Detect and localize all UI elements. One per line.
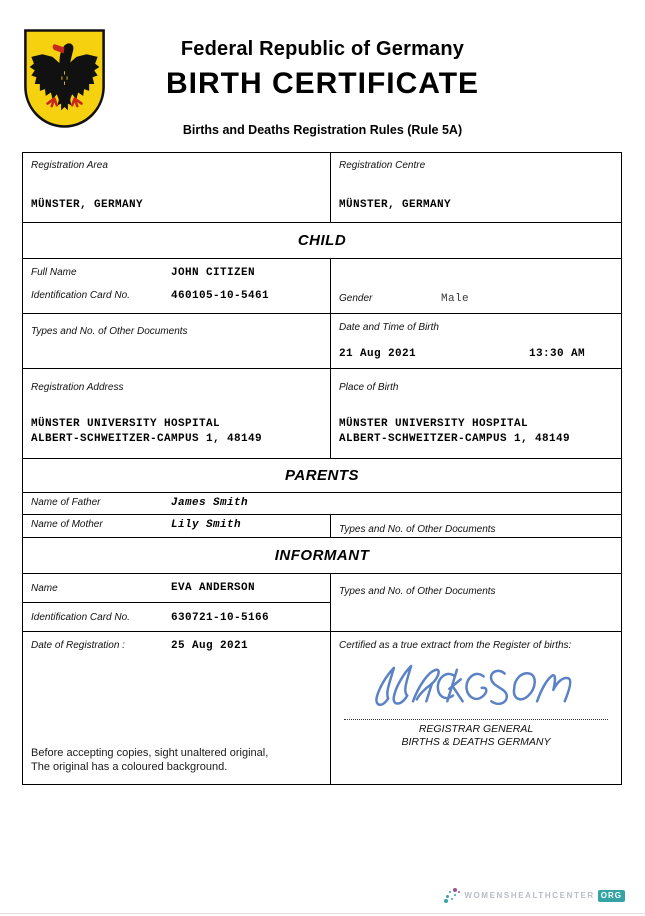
registration-area-cell — [23, 153, 331, 222]
signature-dotted-line — [344, 719, 607, 720]
certification-row — [23, 632, 621, 784]
registrar-title-line2: BIRTHS & DEATHS GERMANY — [401, 736, 551, 748]
place-of-birth-line1: MÜNSTER UNIVERSITY HOSPITAL — [339, 418, 529, 430]
mother-value: Lily Smith — [171, 519, 242, 531]
place-of-birth-line2: ALBERT-SCHWEITZER-CAMPUS 1, 48149 — [339, 433, 571, 445]
registration-area-value: MÜNSTER, GERMANY — [31, 199, 144, 211]
informant-name-label: Name — [31, 582, 58, 594]
father-label: Name of Father — [31, 497, 101, 508]
rules-subtitle: Births and Deaths Registration Rules (Rule 5A) — [182, 123, 463, 137]
document-header — [0, 38, 645, 137]
document-title: BIRTH CERTIFICATE — [165, 67, 480, 100]
informant-section-header: INFORMANT — [23, 538, 621, 574]
parents-section-header: PARENTS — [23, 459, 621, 493]
father-row — [23, 493, 621, 515]
parents-other-docs-cell — [331, 515, 621, 537]
child-other-docs-cell — [23, 314, 331, 368]
dob-time-value: 13:30 AM — [529, 348, 586, 360]
child-section-header: CHILD — [23, 223, 621, 259]
place-of-birth-label: Place of Birth — [339, 382, 399, 393]
date-of-birth-cell — [331, 314, 621, 368]
mother-cell — [23, 515, 331, 537]
copy-warning-line1: Before accepting copies, sight unaltered original, — [31, 747, 269, 759]
gender-cell — [331, 259, 621, 313]
registration-address-line2: ALBERT-SCHWEITZER-CAMPUS 1, 48149 — [31, 433, 263, 445]
father-cell — [23, 493, 621, 514]
country-title: Federal Republic of Germany — [180, 38, 465, 60]
informant-name-id-cell — [23, 574, 331, 631]
child-docs-dob-row — [23, 314, 621, 369]
address-row — [23, 369, 621, 459]
full-name-label: Full Name — [31, 267, 77, 278]
date-of-registration-value: 25 Aug 2021 — [171, 640, 249, 652]
registrar-title-line1: REGISTRAR GENERAL — [418, 723, 534, 735]
child-id-label: Identification Card No. — [31, 290, 130, 301]
gender-label: Gender — [339, 293, 373, 304]
informant-name-value: EVA ANDERSON — [171, 582, 256, 594]
copy-warning-note — [31, 746, 322, 774]
registration-row — [23, 153, 621, 223]
place-of-birth-cell — [331, 369, 621, 458]
registration-centre-value: MÜNSTER, GERMANY — [339, 199, 452, 211]
certified-extract-label: Certified as a true extract from the Register of births: — [339, 640, 572, 651]
gender-value: Male — [441, 293, 470, 305]
mother-row — [23, 515, 621, 538]
child-id-value: 460105-10-5461 — [171, 290, 270, 302]
date-of-registration-cell — [23, 632, 331, 784]
site-watermark — [444, 888, 625, 903]
sparkle-logo-icon — [444, 888, 461, 903]
informant-row — [23, 574, 621, 632]
informant-id-value: 630721-10-5166 — [171, 611, 270, 624]
registration-centre-cell — [331, 153, 621, 222]
page-bottom-edge — [0, 913, 645, 914]
informant-other-docs-cell — [331, 574, 621, 631]
certificate-table — [22, 152, 622, 785]
registration-address-cell — [23, 369, 331, 458]
date-of-registration-label: Date of Registration : — [31, 640, 125, 651]
site-tld-badge: ORG — [598, 890, 625, 902]
child-name-row — [23, 259, 621, 314]
registration-address-line1: MÜNSTER UNIVERSITY HOSPITAL — [31, 418, 221, 430]
full-name-value: JOHN CITIZEN — [171, 267, 256, 279]
registration-area-label: Registration Area — [31, 160, 108, 171]
informant-other-docs-label: Types and No. of Other Documents — [339, 586, 496, 597]
copy-warning-line2: The original has a coloured background. — [31, 761, 228, 773]
informant-id-label: Identification Card No. — [31, 612, 130, 623]
registration-centre-label: Registration Centre — [339, 160, 426, 171]
parents-other-docs-label: Types and No. of Other Documents — [339, 524, 496, 535]
dob-date-value: 21 Aug 2021 — [339, 348, 417, 360]
mother-label: Name of Mother — [31, 519, 103, 530]
site-name-text: WOMENSHEALTHCENTER — [464, 891, 595, 900]
father-value: James Smith — [171, 497, 249, 509]
registrar-signature-icon — [371, 655, 581, 717]
registration-address-label: Registration Address — [31, 382, 124, 393]
child-name-id-cell — [23, 259, 331, 313]
child-other-docs-label: Types and No. of Other Documents — [31, 326, 188, 337]
dob-label: Date and Time of Birth — [339, 322, 439, 333]
certified-extract-cell — [331, 632, 621, 784]
